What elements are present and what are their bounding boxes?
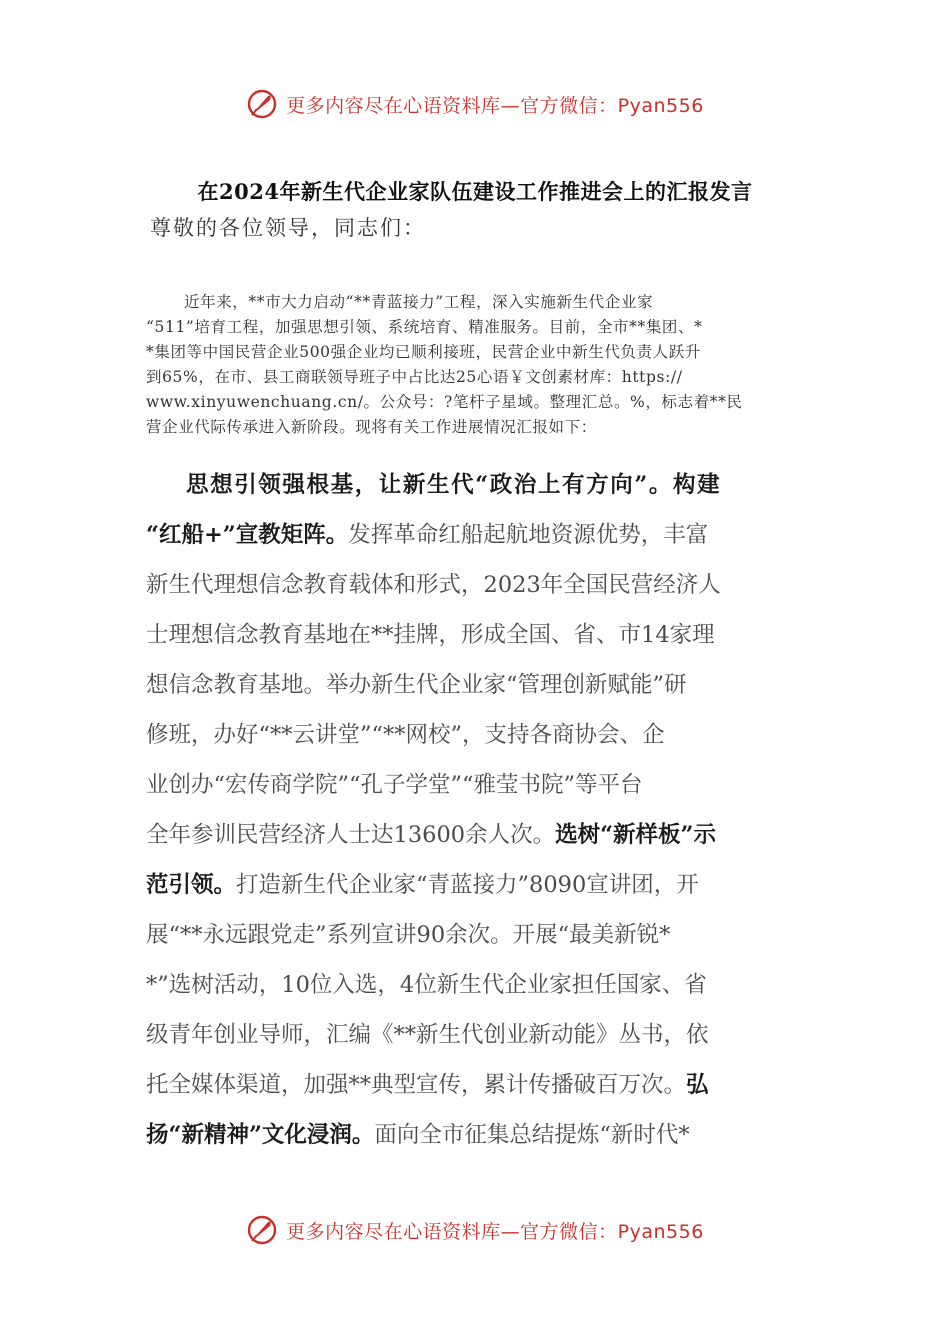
quill-logo-icon [246,1214,278,1246]
body-line [146,810,808,860]
header-watermark-banner [0,84,950,124]
body-line [146,1060,808,1110]
document-title: 在2024年新生代企业家队伍建设工作推进会上的汇报发言 [197,179,753,204]
intro-line: 营企业代际传承进入新阶段。现将有关工作进展情况汇报如下： [146,418,597,436]
intro-line: *集团等中国民营企业500强企业均已顺利接班，民营企业中新生代负责人跃升 [146,343,701,361]
subheading: 选树“新样板”示 [555,822,716,848]
subheading: 弘 [686,1072,709,1098]
body-line [146,910,808,960]
body-text: 修班，办好“**云讲堂”“**网校”，支持各商协会、企 [146,722,665,748]
quill-logo-icon [246,88,278,120]
body-text: 业创办“宏传商学院”“孔子学堂”“雅莹书院”等平台 [146,772,643,798]
body-line [146,1110,808,1160]
body-text: 士理想信念教育基地在**挂牌，形成全国、省、市14家理 [146,622,715,648]
body-line [146,660,808,710]
body-line [146,510,808,560]
body-text: 想信念教育基地。举办新生代企业家“管理创新赋能”研 [146,672,687,698]
body-line [146,610,808,660]
body-text: 发挥革命红船起航地资源优势，丰富 [348,522,709,548]
subheading: 范引领。 [146,872,237,898]
banner-text: 更多内容尽在心语资料库—官方微信：Pyan556 [286,1220,704,1243]
banner-text: 更多内容尽在心语资料库—官方微信：Pyan556 [286,94,704,117]
body-text: 托全媒体渠道，加强**典型宣传，累计传播破百万次。 [146,1072,687,1098]
body-line [146,1010,808,1060]
salutation: 尊敬的各位领导，同志们： [150,216,426,240]
body-text: *”选树活动，10位入选，4位新生代企业家担任国家、省 [146,972,707,998]
body-text: 面向全市征集总结提炼“新时代* [374,1122,690,1148]
body-text: 打造新生代企业家“青蓝接力”8090宣讲团，开 [236,872,699,898]
intro-line: “511”培育工程，加强思想引领、系统培育、精准服务。目前，全市**集团、* [146,318,703,336]
intro-line: 近年来，**市大力启动“**青蓝接力”工程，深入实施新生代企业家 [184,293,654,311]
body-text: 新生代理想信念教育载体和形式，2023年全国民营经济人 [146,572,721,598]
body-text: 全年参训民营经济人士达13600余人次。 [146,822,556,848]
body-line [146,960,808,1010]
body-line [146,860,808,910]
intro-line: 到65%，在市、县工商联领导班子中占比达25心语￥文创素材库：https:// [146,368,683,386]
section-heading: 思想引领强根基，让新生代“政治上有方向”。构建 [186,472,722,498]
body-text: 展“**永远跟党走”系列宣讲90余次。开展“最美新锐* [146,922,671,948]
body-section [146,460,808,1160]
body-line [146,460,808,510]
subheading: “红船+”宣教矩阵。 [146,522,349,548]
body-line [146,760,808,810]
subheading: 扬“新精神”文化浸润。 [146,1122,375,1148]
footer-watermark-banner [0,1210,950,1250]
body-text: 级青年创业导师，汇编《**新生代创业新动能》丛书，依 [146,1022,709,1048]
body-line [146,710,808,760]
intro-line: www.xinyuwenchuang.cn/。公众号：?笔杆子星域。整理汇总。%，标志着**民 [146,393,743,411]
intro-paragraph [146,290,810,440]
body-line [146,560,808,610]
